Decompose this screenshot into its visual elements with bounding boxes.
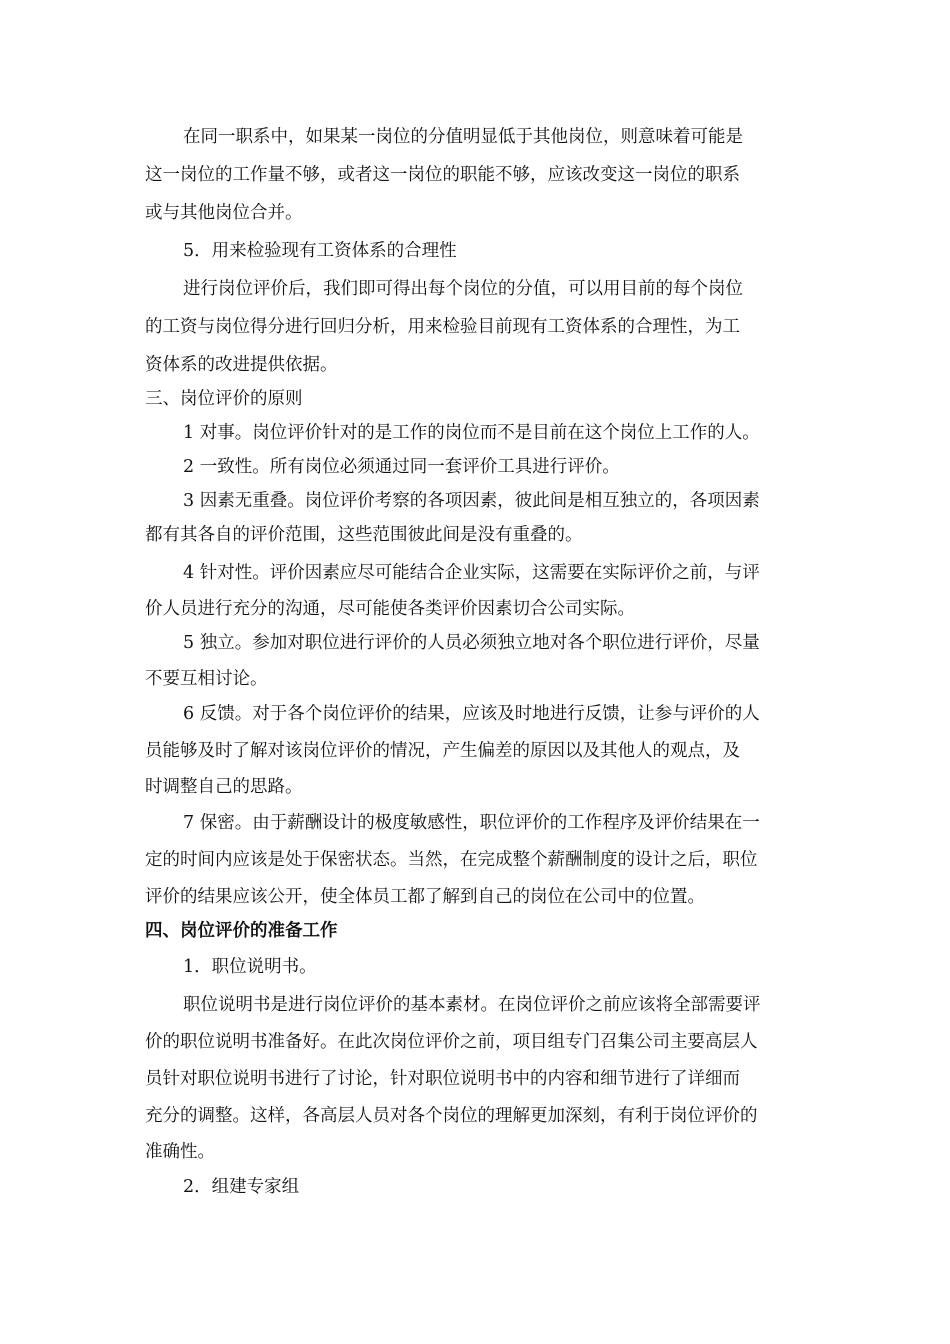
text-line-25: 职位说明书是进行岗位评价的基本素材。在岗位评价之前应该将全部需要评 [183,995,761,1015]
principle-7-line-1: 7 保密。由于薪酬设计的极度敏感性，职位评价的工作程序及评价结果在一 [183,813,760,833]
principle-7-line-2: 定的时间内应该是处于保密状态。当然，在完成整个薪酬制度的设计之后，职位 [145,850,758,870]
principle-5-line-1: 5 独立。参加对职位进行评价的人员必须独立地对各个职位进行评价，尽量 [183,633,760,653]
text-line-26: 价的职位说明书准备好。在此次岗位评价之前，项目组专门召集公司主要高层人 [145,1032,758,1052]
text-line-2: 这一岗位的工作量不够，或者这一岗位的职能不够，应该改变这一岗位的职系 [145,165,740,185]
section-three-heading: 三、岗位评价的原则 [145,389,303,409]
principle-4-line-1: 4 针对性。评价因素应尽可能结合企业实际，这需要在实际评价之前，与评 [183,563,760,583]
text-line-28: 充分的调整。这样，各高层人员对各个岗位的理解更加深刻，有利于岗位评价的 [145,1106,758,1126]
principle-4-line-2: 价人员进行充分的沟通，尽可能使各类评价因素切合公司实际。 [145,599,635,619]
principle-3-line-2: 都有其各自的评价范围，这些范围彼此间是没有重叠的。 [145,525,583,545]
prep-item-2-heading: 2．组建专家组 [183,1177,300,1197]
principle-6-line-1: 6 反馈。对于各个岗位评价的结果，应该及时地进行反馈，让参与评价的人 [183,704,760,724]
text-line-29: 准确性。 [145,1142,215,1162]
text-line-1: 在同一职系中，如果某一岗位的分值明显低于其他岗位，则意味着可能是 [183,127,743,147]
principle-6-line-2: 员能够及时了解对该岗位评价的情况，产生偏差的原因以及其他人的观点，及 [145,741,740,761]
text-line-3: 或与其他岗位合并。 [145,203,303,223]
text-line-6: 的工资与岗位得分进行回归分析，用来检验目前现有工资体系的合理性，为工 [145,317,740,337]
principle-1: 1 对事。岗位评价针对的是工作的岗位而不是目前在这个岗位上工作的人。 [183,423,760,443]
section-item-5-heading: 5．用来检验现有工资体系的合理性 [183,241,457,261]
principle-6-line-3: 时调整自己的思路。 [145,777,303,797]
text-line-7: 资体系的改进提供依据。 [145,355,338,375]
text-line-5: 进行岗位评价后，我们即可得出每个岗位的分值，可以用目前的每个岗位 [183,279,743,299]
prep-item-1-heading: 1．职位说明书。 [183,957,317,977]
section-four-heading: 四、岗位评价的准备工作 [145,921,338,941]
principle-5-line-2: 不要互相讨论。 [145,669,268,689]
principle-3-line-1: 3 因素无重叠。岗位评价考察的各项因素，彼此间是相互独立的，各项因素 [183,491,760,511]
principle-7-line-3: 评价的结果应该公开，使全体员工都了解到自己的岗位在公司中的位置。 [145,887,705,907]
principle-2: 2 一致性。所有岗位必须通过同一套评价工具进行评价。 [183,457,620,477]
text-line-27: 员针对职位说明书进行了讨论，针对职位说明书中的内容和细节进行了详细而 [145,1069,740,1089]
